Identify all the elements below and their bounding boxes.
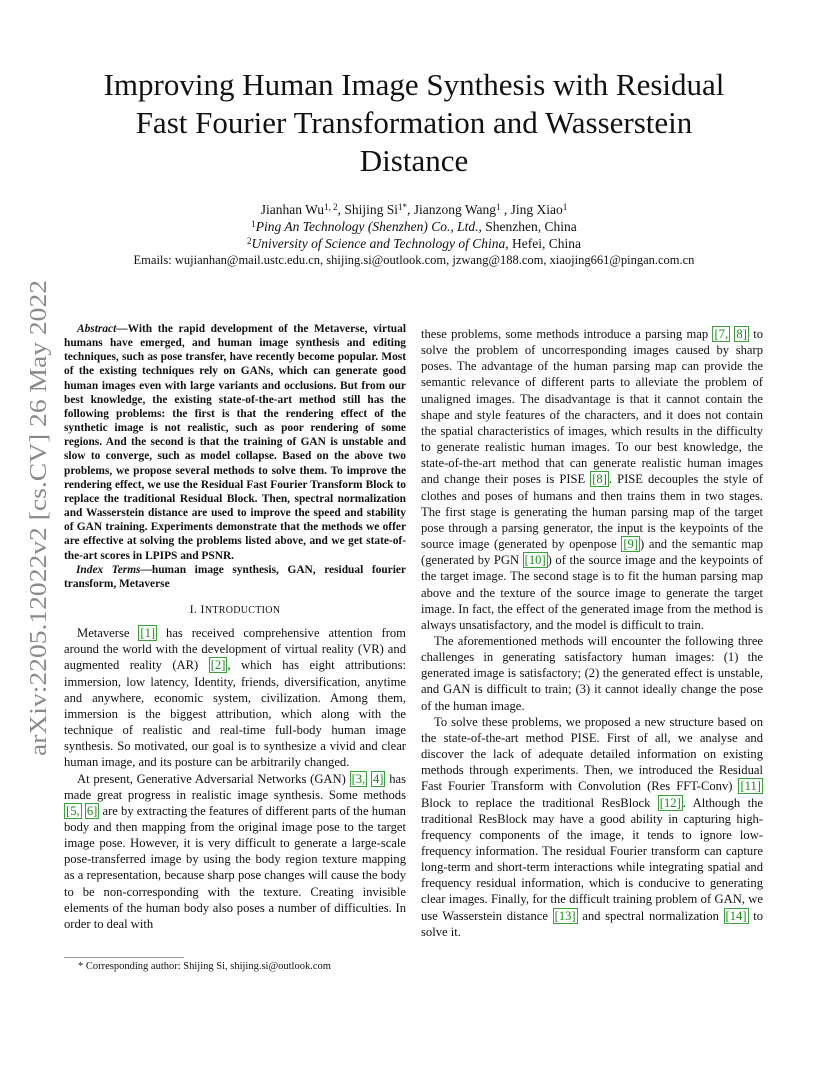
arxiv-id: arXiv:2205.12022v2 [cs.CV] 26 May 2022 xyxy=(25,332,52,756)
citation-link[interactable]: 6] xyxy=(86,803,98,818)
paragraph: To solve these problems, we proposed a new structure based on the state-of-the-art method PISE. First of all, we analyse and discover the lack of adequate detailed information on existing methods through experiments. Then, we introduced the Residual Fast Fourier Transform with Convolution (Res FFT-Conv) [11] Block to replace the traditional ResBlock [12] . Although the traditional ResBlock may have a good ability in capturing high-frequency components of the image, it tends to ignore low-frequency information. The residual Fourier transform can capture long-term and short-term interactions while integrating spatial and frequency residual information, which is conducive to generating clear images. Finally, for the difficult training problem of GAN, we use Wasserstein distance [13] and spectral normalization [14] to solve it. xyxy=(421,714,763,939)
citation-link[interactable]: [3, xyxy=(351,771,366,786)
arxiv-sidebar xyxy=(14,278,58,758)
citation-link[interactable]: [1] xyxy=(140,626,156,641)
paper-title: Improving Human Image Synthesis with Residual Fast Fourier Transformation and Wasserstein Distance xyxy=(103,67,725,178)
citation-link[interactable]: [10] xyxy=(524,553,546,568)
right-column xyxy=(421,326,763,940)
affiliation-2: $^2$University of Science and Technology of China, Hefei, China xyxy=(247,236,581,251)
footnote: * Corresponding author: Shijing Si, shijing.si@outlook.com xyxy=(78,961,331,972)
footnote-rule xyxy=(64,957,184,958)
citation-link[interactable]: 4] xyxy=(372,771,384,786)
paragraph: these problems, some methods introduce a parsing map [7, 8] to solve the problem of uncorresponding images caused by sharp poses. The advantage of the human parsing map can provide the semantic relevance of different parts to alleviate the problem of unaligned images. The disadvantage is that it cannot contain the shape and style features of the characters, and it does not contain the spatial characteristics of images, which results in the difficulty to generate realistic human images. To our best knowledge, the state-of-the-art method that can generate realistic human images and change their poses is PISE [8] . PISE decouples the style of clothes and poses of humans and then trains them in two stages. The first stage is generating the human parsing map of the target pose through a parsing generator, the input is the keypoints of the source image (generated by openpose [9] ) and the semantic map (generated by PGN [10] ) of the source image and the keypoints of the target image. The second stage is to fit the human parsing map above and the texture of the source image to generate the target image. In fact, the effect of the generated image from the method is always unsatisfactory, and the model is difficult to train. xyxy=(421,327,764,632)
citation-link[interactable]: [13] xyxy=(554,908,576,923)
affiliation-1: $^1$Ping An Technology (Shenzhen) Co., Ltd., Shenzhen, China xyxy=(251,219,577,234)
citation-link[interactable]: 8] xyxy=(736,327,747,341)
citation-link[interactable]: [8] xyxy=(592,472,607,487)
index-terms: Index Terms—human image synthesis, GAN, residual fourier transform, Metaverse xyxy=(64,563,406,590)
author-list: Jianhan Wu$^{1, 2}$, Shijing $Si^{1*}$, Jianzong Wang$^1$ , Jing Xiao$^1$ xyxy=(260,202,568,217)
citation-link[interactable]: [9] xyxy=(623,537,639,552)
section-heading-introduction: I. INTRODUCTION xyxy=(189,601,281,616)
paragraph: Metaverse [1] has received comprehensive attention from around the world with the development of virtual reality (VR) and augmented reality (AR) [2] , which has eight attributions: immersion, low latency, Identity, friends, diversification, anytime and anywhere, economic system, civilization. Among them, immersion is the biggest attribution, which along with the technique of realistic and real-time full-body human image synthesis. So motivated, our goal is to synthesize a vivid and clear human image, and its posture can be arbitrarily changed. xyxy=(64,626,407,770)
abstract: Abstract—With the rapid development of the Metaverse, virtual humans have emerged, and human image synthesis and editing techniques, such as pose transfer, have recently become popular. Most of the existing techniques rely on GANs, which can generate good human images even with large variants and occlusions. But from our best knowledge, the existing state-of-the-art method still has the following problems: the first is that the rendering effect of the synthetic image is not realistic, such as poor rendering of some regions. And the second is that the training of GAN is unstable and slow to converge, such as model collapse. Based on the above two problems, we propose several methods to solve them. To improve the rendering effect, we use the Residual Fast Fourier Transform Block to replace the traditional Residual Block. Then, spectral normalization and Wasserstein distance are used to improve the speed and stability of GAN training. Experiments demonstrate that the methods we offer are effective at solving the problems listed above, and we get state-of-the-art scores in LPIPS and PSNR. xyxy=(64,323,406,562)
citation-link[interactable]: [7, xyxy=(714,327,729,341)
citation-link[interactable]: [5, xyxy=(66,803,80,818)
left-column xyxy=(64,322,406,932)
citation-link[interactable]: [14] xyxy=(725,908,747,923)
paragraph: At present, Generative Adversarial Networks (GAN) [3, 4] has made great progress in realistic image synthesis. Some methods [5, 6] are by extracting the features of different parts of the human body and then mapping from the original image pose to the target image pose. However, it is very difficult to generate a large-scale pose-transferred image by using the body region texture mapping as a representation, because sharp pose changes will cause the body to be non-corresponding with the texture. Creating invisible elements of the human body also poses a number of difficulties. In order to deal with xyxy=(64,771,407,931)
citation-link[interactable]: [12] xyxy=(659,795,681,810)
citation-link[interactable]: [2] xyxy=(210,658,226,673)
author-emails: Emails: wujianhan@mail.ustc.edu.cn, shijing.si@outlook.com, jzwang@188.com, xiaojing661@pingan.com.cn xyxy=(133,253,695,267)
paragraph: The aforementioned methods will encounter the following three challenges in generating satisfactory human images: (1) the generated image is satisfactory; (2) the generated effect is unstable, and GAN is difficult to train; (3) it cannot ideally change the pose of the human image. xyxy=(421,633,763,713)
citation-link[interactable]: [11] xyxy=(740,779,761,794)
